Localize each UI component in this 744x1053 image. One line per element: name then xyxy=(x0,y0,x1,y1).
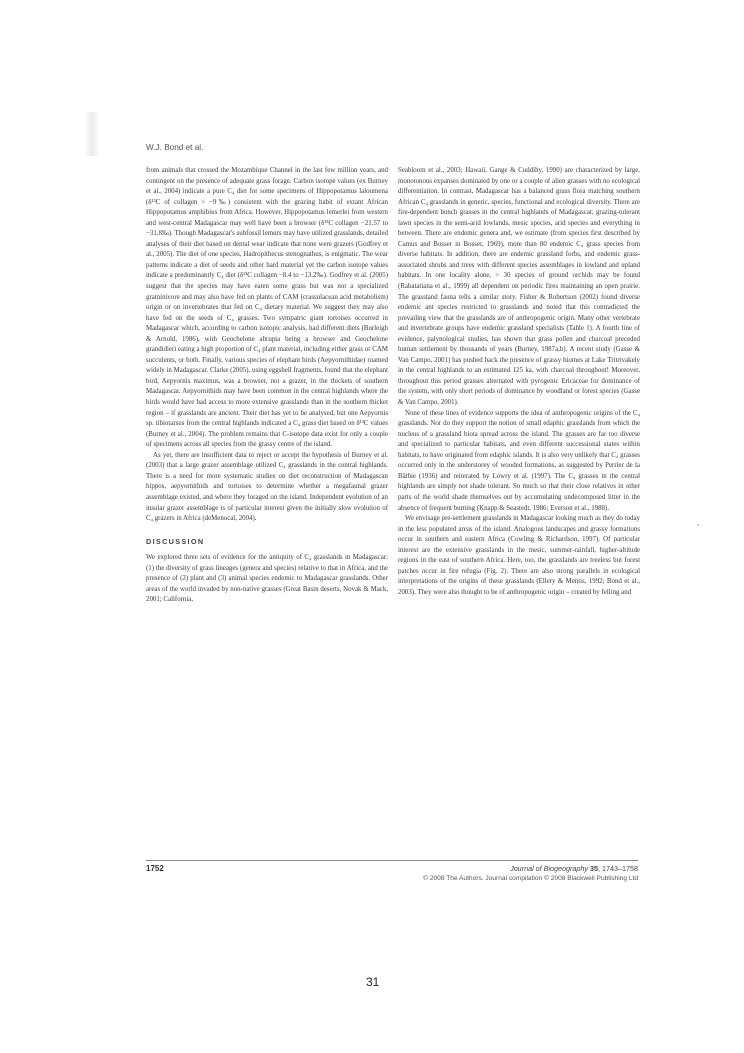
scan-shadow xyxy=(84,112,100,156)
journal-citation: Journal of Biogeography 35, 1743–1758 xyxy=(510,864,638,873)
right-paragraph-2: None of these lines of evidence supports the idea of anthropogenic origins of the C₄ grasslands. Nor do they support the notion of small edaphic grasslands from which the nucleus of a grassland biota spread across the island. The grasses are far too diverse and specialized to particular habitats, and even different successional states within habitats, to have originated from edaphic islands. It is also very unlikely that C₄ grasses occurred only in the understorey of wooded formations, as suggested by Perrier de la Bâthie (1936) and reiterated by Lowry et al. (1997). The C₄ grasses in the central highlands are simply not shade tolerant. So much so that their close relatives in other parts of the world shade themselves out by accumulating undecomposed litter in the absence of frequent burning (Knapp & Seastedt, 1986; Everson et al., 1988). xyxy=(398,409,640,512)
journal-pages: 1743–1758 xyxy=(602,864,638,873)
left-column xyxy=(146,166,388,606)
scan-speck xyxy=(697,524,699,526)
right-paragraph-1: Seabloom et al., 2003; Hawaii, Gange & Cuddihy, 1990) are characterized by large, monotonous expanses dominated by one or a couple of alien grasses with no ecological differentiation. In contrast, Madagascar has a balanced grass flora matching southern African C₄ grasslands in generic, species, functional and ecological diversity. There are fire-dependent bunch grasses in the central highlands of Madagascar, grazing-tolerant lawn species in the semi-arid lowlands, mesic species, arid species and everything in between. There are endemic genera and, we estimate (from species first described by Camus and Bosser in Bosser, 1969), more than 80 endemic C₄ grass species from diverse habitats. In addition, there are endemic grassland forbs, and endemic grass-associated shrubs and trees with different species assemblages in lowland and upland habitats. In one locality alone, > 30 species of ground orchids may be found (Rabatatiana et al., 1999) all dependent on periodic fires maintaining an open prairie. The grassland fauna tells a similar story. Fisher & Robertson (2002) found diverse endemic ant species restricted to grasslands and noted that this contradicted the prevailing view that the grasslands are of anthropogenic origin. Many other vertebrate and invertebrate groups have endemic grassland specialists (Table 1). A fourth line of evidence, palynological studies, has shown that grass pollen and charcoal preceded human settlement by thousands of years (Burney, 1987a,b). A recent study (Gasse & Van Campo, 2001) has pushed back the presence of grassy biomes at Lake Tritrivakely in the central highlands to an estimated 125 ka, with charcoal throughout! Moreover, throughout this period grasses alternated with pyrogenic Ericaceae for dominance of the system, with only short periods of dominance by woodland or forest species (Gasse & Van Campo, 2001). xyxy=(398,167,640,407)
right-column xyxy=(398,166,640,598)
page-number: 1752 xyxy=(146,864,164,873)
scan-page-number: 31 xyxy=(366,975,380,989)
left-paragraph-1: from animals that crossed the Mozambique Channel in the last few million years, and contingent on the presence of adequate grass forage. Carbon isotope values (ex Burney et al., 2004) indicate a pure C₄ diet for some specimens of Hippopotamus laloumena (δ¹³C of collagen > −9‰) consistent with the grazing habit of extant African Hippopotamus amphibius from Africa. However, Hippopotamus lemerlei from western and west-central Madagascar may well have been a browser (δ¹³C collagen −21.57 to −31.8‰). Though Madagascar's subfossil lemurs may have utilized grasslands, detailed analyses of their diet based on dental wear indicate that none were grazers (Godfrey et al., 2005). The diet of one species, Hadropithecus stenognathus, is enigmatic. The wear patterns indicate a diet of seeds and other hard material yet the carbon isotope values indicate a predominantly C₄ diet (δ¹³C collagen −8.4 to −13.2‰). Godfrey et al. (2005) suggest that the species may have eaten some grass but was not a specialized graminivore and may also have fed on plants of CAM (crassulacean acid metabolism) origin or on invertebrates that fed on C₄ dietary material. We suggest they may also have fed on the seeds of C₄ grasses. Two sympatric giant tortoises occurred in Madagascar which, according to carbon isotopic analysis, had different diets (Burleigh & Arnold, 1986), with Geochelone abrupta being a browser and Geochelone grandidieri eating a high proportion of C₄ plant material, including either grass or CAM succulents, or both. Finally, various species of elephant birds (Aepyornithidae) roamed widely in Madagascar. Clarke (2005), using eggshell fragments, found that the elephant bird, Aepyornis maximus, was a browser, not a grazer, in the thickets of southern Madagascar. Aepyornithids may have been common in the central highlands where the birds would have had access to more extensive grasslands than in the southern thicket region – if grasslands are ancient. Their diet has yet to be analysed, but one Aepyornis sp. tibiotarsus from the central highlands indicated a C₄ grass diet based on δ¹³C values (Burney et al., 2004). The problem remains that C-isotope data exist for only a couple of specimens across all species from the grassy centre of the island. xyxy=(146,167,388,449)
running-head: W.J. Bond et al. xyxy=(146,143,204,152)
right-paragraph-3: We envisage pre-settlement grasslands in Madagascar looking much as they do today in the less populated areas of the island. Analogous landscapes and grassy formations occur in southern and eastern Africa (Cowling & Richardson, 1997). Of particular interest are the extensive grasslands in the mesic, summer-rainfall, higher-altitude regions in the east of southern Africa. Here, too, the grasslands are treeless but forest patches occur in fire refugia (Fig. 2). There are also strong parallels in ecological interpretations of the origins of these grasslands (Ellery & Mentis, 1992; Bond et al., 2003). They were also thought to be of anthropogenic origin – created by felling and xyxy=(398,515,640,596)
footer-rule xyxy=(146,860,638,861)
copyright-notice: © 2008 The Authors. Journal compilation © 2008 Blackwell Publishing Ltd xyxy=(423,875,638,882)
left-paragraph-3: We explored three sets of evidence for the antiquity of C₄ grasslands in Madagascar: (1) the diversity of grass lineages (genera and species) relative to that in Africa, and the presence of (2) plant and (3) animal species endemic to Madagascar grasslands. Other areas of the world invaded by non-native grasses (Great Basin deserts, Novak & Mack, 2001; California, xyxy=(146,554,388,604)
journal-name: Journal of Biogeography xyxy=(510,864,589,873)
section-heading-discussion: DISCUSSION xyxy=(146,536,205,546)
journal-volume: 35 xyxy=(590,864,599,873)
left-paragraph-2: As yet, there are insufficient data to reject or accept the hypothesis of Burney et al. (2003) that a large grazer assemblage utilized C₄ grasslands in the central highlands. There is a need for more systematic studies on diet reconstruction of Madagascan hippos, aepyornithids and tortoises to determine whether a megafaunal grazer assemblage existed, and where they foraged on the island. Independent evolution of an insular grazer assemblage is of particular interest given the initially slow evolution of C₄ grazers in Africa (deMenocal, 2004). xyxy=(146,451,388,523)
